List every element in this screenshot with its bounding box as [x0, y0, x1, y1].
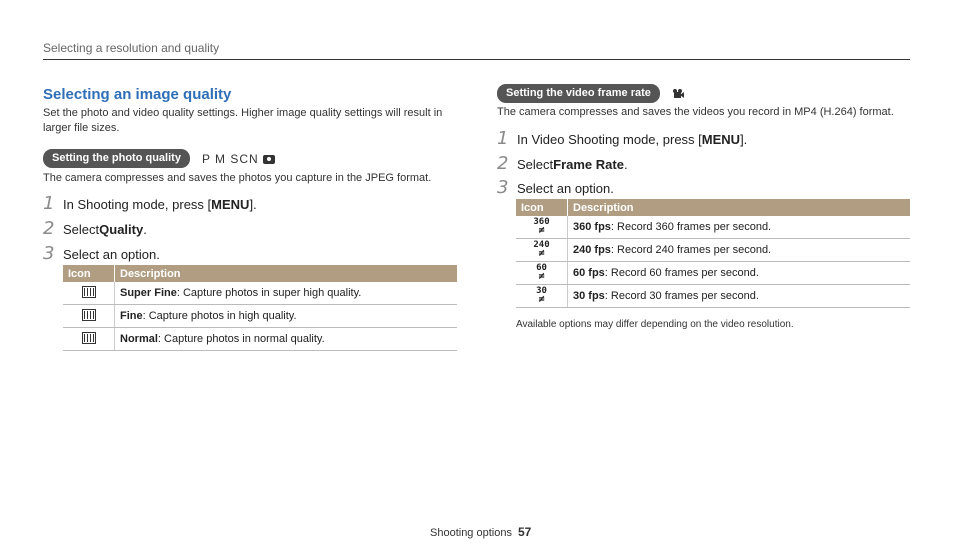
running-head: Selecting a resolution and quality	[43, 41, 220, 55]
option-name: Fine	[120, 310, 143, 322]
step-text-pre: In Video Shooting mode, press [	[517, 132, 702, 147]
table-header-row	[516, 199, 910, 216]
option-desc: : Record 360 frames per second.	[610, 221, 772, 233]
option-name: Super Fine	[120, 287, 177, 299]
left-step-1	[43, 193, 257, 214]
table-row	[516, 262, 910, 285]
step-number: 1	[43, 193, 55, 214]
right-step-3	[497, 177, 614, 198]
table-row	[516, 239, 910, 262]
option-name: 30 fps	[573, 290, 605, 302]
step-text-post: ].	[249, 197, 257, 212]
col-header-description: Description	[568, 199, 911, 216]
step-bold: Quality	[99, 222, 144, 237]
availability-note: Available options may differ depending on the video resolution.	[516, 319, 794, 330]
table-row	[63, 305, 457, 328]
mode-letters: P M SCN	[201, 151, 259, 166]
col-header-icon: Icon	[63, 265, 115, 282]
col-header-description: Description	[115, 265, 458, 282]
mode-icons	[202, 152, 275, 166]
step-text-pre: Select	[517, 157, 554, 172]
right-step-2	[497, 153, 628, 174]
step-number: 2	[43, 218, 55, 239]
right-step-1	[497, 128, 747, 149]
step-text-post: .	[143, 222, 147, 237]
photo-quality-table	[63, 265, 457, 351]
step-text-post: .	[623, 157, 628, 172]
option-name: Normal	[120, 333, 158, 345]
section-heading: Selecting an image quality	[43, 86, 232, 103]
option-name: 60 fps	[573, 267, 605, 279]
table-row	[516, 216, 910, 239]
fps-240-icon: 240 ≠	[533, 240, 550, 259]
step-number: 3	[497, 177, 509, 198]
fine-icon	[82, 309, 96, 321]
option-desc: : Record 30 frames per second.	[604, 290, 759, 302]
page-footer	[430, 525, 531, 539]
step-text-post: ].	[740, 132, 748, 147]
step-text: Select an option.	[63, 247, 160, 262]
step-number: 2	[497, 153, 509, 174]
table-row	[63, 328, 457, 351]
step-text: Select an option.	[517, 181, 614, 196]
step-number: 1	[497, 128, 509, 149]
option-desc: : Record 60 frames per second.	[604, 267, 759, 279]
photo-description: The camera compresses and saves the photos you capture in the JPEG format.	[43, 172, 432, 184]
left-step-3	[43, 243, 160, 264]
left-step-2	[43, 218, 147, 239]
option-name: 240 fps	[573, 244, 611, 256]
fps-30-icon: 30 ≠	[536, 286, 547, 305]
option-name: 360 fps	[573, 221, 611, 233]
photo-quality-subsection	[43, 149, 275, 168]
normal-icon	[82, 332, 96, 344]
option-desc: : Capture photos in normal quality.	[157, 333, 325, 345]
fps-60-icon: 60 ≠	[536, 263, 547, 282]
option-desc: : Capture photos in high quality.	[142, 310, 297, 322]
step-text-pre: Select	[63, 222, 100, 237]
super-fine-icon	[82, 286, 96, 298]
step-bold: Frame Rate	[553, 157, 624, 172]
step-number: 3	[43, 243, 55, 264]
photo-quality-pill: Setting the photo quality	[43, 149, 190, 168]
video-frame-rate-subsection	[497, 84, 684, 103]
col-header-icon: Icon	[516, 199, 568, 216]
video-frame-rate-pill: Setting the video frame rate	[497, 84, 660, 103]
intro-text: Set the photo and video quality settings. Higher image quality settings will result in larger file sizes.	[43, 107, 443, 134]
page-number: 57	[517, 525, 532, 539]
frame-rate-table	[516, 199, 910, 308]
movie-mode-icon	[672, 89, 684, 99]
menu-key: MENU	[211, 197, 250, 212]
table-header-row	[63, 265, 457, 282]
step-text-pre: In Shooting mode, press [	[63, 197, 212, 212]
fps-360-icon: 360 ≠	[533, 217, 550, 236]
menu-key: MENU	[701, 132, 741, 147]
video-description: The camera compresses and saves the videos you record in MP4 (H.264) format.	[497, 106, 894, 118]
option-desc: : Record 240 frames per second.	[610, 244, 772, 256]
table-row	[516, 285, 910, 308]
table-row	[63, 282, 457, 305]
footer-section: Shooting options	[430, 527, 512, 539]
header-rule	[43, 59, 910, 60]
camera-icon	[263, 155, 275, 164]
option-desc: : Capture photos in super high quality.	[176, 287, 362, 299]
